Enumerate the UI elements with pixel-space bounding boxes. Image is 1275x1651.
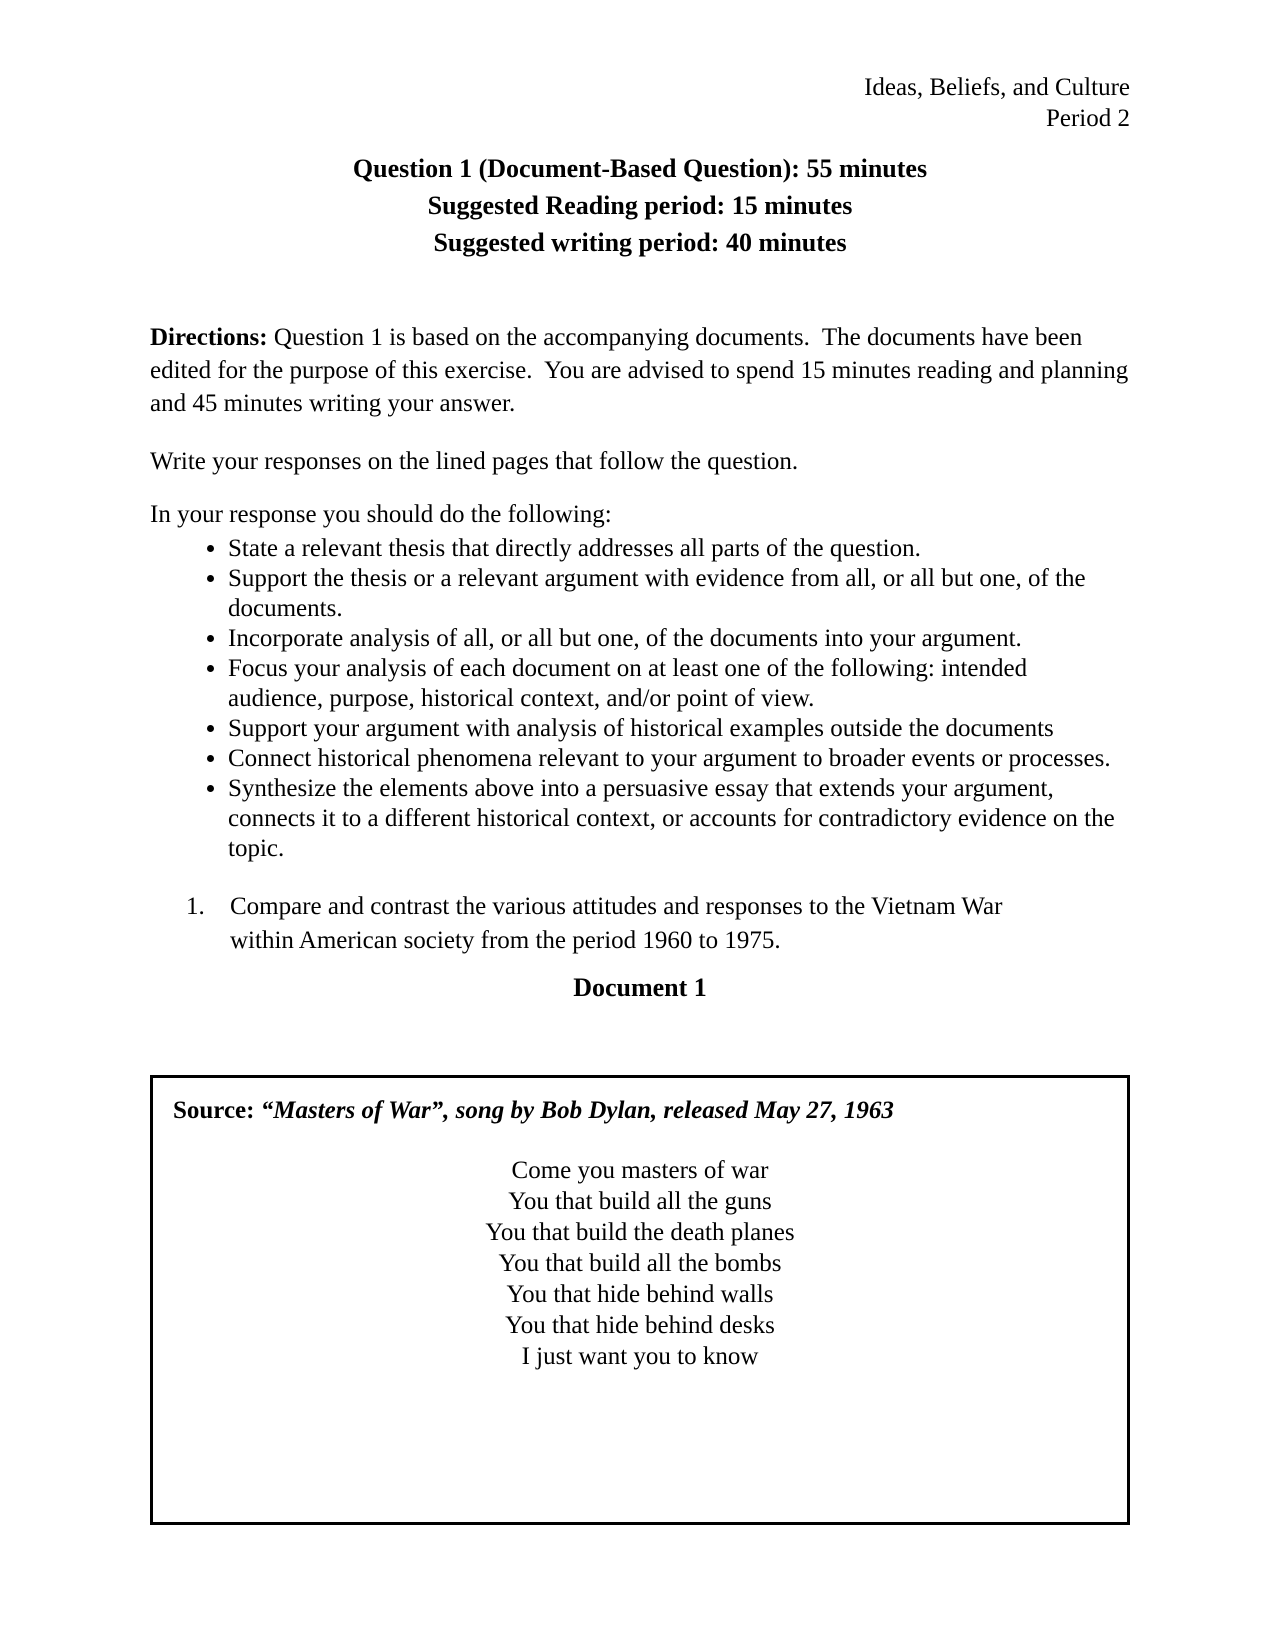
write-responses-note: Write your responses on the lined pages that follow the question. bbox=[150, 448, 799, 475]
requirements-intro: In your response you should do the following: bbox=[150, 501, 612, 528]
header-period: Period 2 bbox=[1045, 105, 1130, 132]
lyric-line-6: You that hide behind desks bbox=[505, 1312, 775, 1339]
source-label: Source: bbox=[173, 1097, 255, 1124]
source-line bbox=[173, 1094, 1107, 1127]
title-line-reading-period: Suggested Reading period: 15 minutes bbox=[427, 191, 853, 220]
question-prompt bbox=[186, 890, 1130, 958]
directions-text: Question 1 is based on the accompanying documents. The documents have been edited for the purpose of this exercise. You are advised to spend 15 minutes reading and planning and 45 minutes writing your answer. bbox=[150, 324, 1135, 417]
lyric-line-3: You that build the death planes bbox=[485, 1219, 795, 1246]
requirement-item-thesis: • State a relevant thesis that directly addresses all parts of the question. bbox=[228, 534, 1130, 564]
requirement-item-support-thesis: • Support the thesis or a relevant argument with evidence from all, or all but one, of the documents. bbox=[228, 564, 1130, 624]
document-heading: Document 1 bbox=[573, 973, 707, 1002]
title-line-question: Question 1 (Document-Based Question): 55 minutes bbox=[352, 154, 928, 183]
requirement-item-focus-analysis: • Focus your analysis of each document on at least one of the following: intended audience, purpose, historical context, and/or point of view. bbox=[228, 654, 1130, 714]
source-box bbox=[150, 1075, 1130, 1525]
header-course-title: Ideas, Beliefs, and Culture bbox=[864, 74, 1130, 101]
page-header bbox=[150, 72, 1130, 134]
title-line-writing-period: Suggested writing period: 40 minutes bbox=[433, 228, 847, 257]
requirements-list bbox=[150, 534, 1130, 864]
directions-paragraph bbox=[150, 321, 1135, 420]
lyric-line-5: You that hide behind walls bbox=[506, 1281, 774, 1308]
lyric-line-4: You that build all the bombs bbox=[498, 1250, 782, 1277]
song-lyrics bbox=[173, 1155, 1107, 1372]
question-number: 1. bbox=[186, 893, 205, 920]
directions-label: Directions: bbox=[150, 324, 268, 351]
question-text: Compare and contrast the various attitudes and responses to the Vietnam War within American society from the period 1960 to 1975. bbox=[230, 893, 1003, 954]
question-title-block bbox=[150, 150, 1130, 261]
requirement-item-outside-examples: • Support your argument with analysis of historical examples outside the documents bbox=[228, 714, 1130, 744]
lyric-line-7: I just want you to know bbox=[521, 1343, 759, 1370]
requirement-item-synthesize: • Synthesize the elements above into a persuasive essay that extends your argument, connects it to a different historical context, or accounts for contradictory evidence on the topic. bbox=[228, 774, 1130, 864]
requirement-item-incorporate-analysis: • Incorporate analysis of all, or all but one, of the documents into your argument. bbox=[228, 624, 1130, 654]
lyric-line-1: Come you masters of war bbox=[511, 1157, 769, 1184]
source-citation: “Masters of War”, song by Bob Dylan, released May 27, 1963 bbox=[260, 1097, 894, 1124]
requirement-item-connect-phenomena: • Connect historical phenomena relevant to your argument to broader events or processes. bbox=[228, 744, 1130, 774]
lyric-line-2: You that build all the guns bbox=[508, 1188, 772, 1215]
